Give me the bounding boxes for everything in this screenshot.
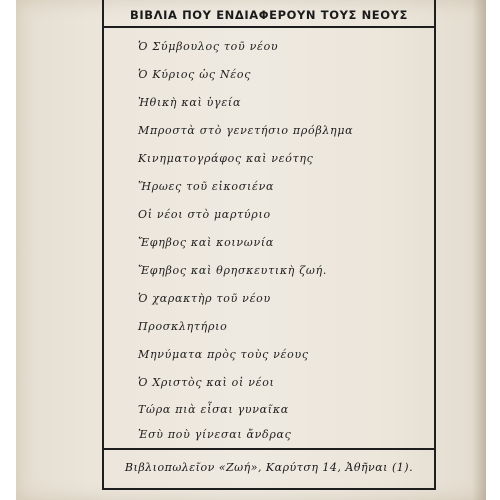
book-title: Οἱ νέοι στὸ μαρτύριο <box>138 208 271 221</box>
publisher-address: Βιβλιοπωλεῖον «Ζωή», Καρύτση 14, Ἀθῆναι (1). <box>124 461 414 474</box>
book-title: Ἥρωες τοῦ εἰκοσιένα <box>138 180 275 193</box>
book-title: Μπροστὰ στὸ γενετήσιο πρόβλημα <box>138 124 354 137</box>
book-title: Τώρα πιὰ εἶσαι γυναῖκα <box>138 403 289 416</box>
book-title: Μηνύματα πρὸς τοὺς νέους <box>138 348 309 361</box>
book-title: Ἐσὺ ποὺ γίνεσαι ἄνδρας <box>138 428 292 441</box>
frame-left-rule <box>102 0 104 448</box>
book-title: Ὁ Κύριος ὡς Νέος <box>138 68 252 81</box>
frame-right-rule <box>434 0 436 448</box>
book-title: Ὁ Χριστὸς καὶ οἱ νέοι <box>138 376 275 389</box>
book-title: Προσκλητήριο <box>138 320 228 333</box>
book-title: Ὁ Σύμβουλος τοῦ νέου <box>138 40 279 53</box>
book-title: Ὁ χαρακτὴρ τοῦ νέου <box>138 292 271 305</box>
book-title: Ἔφηβος καὶ θρησκευτικὴ ζωή. <box>138 264 328 277</box>
book-title: Κινηματογράφος καὶ νεότης <box>138 152 314 165</box>
page-edge-shadow <box>472 0 486 500</box>
page-heading: ΒΙΒΛΙΑ ΠΟΥ ΕΝΔΙΑΦΕΡΟΥΝ ΤΟΥΣ ΝΕΟΥΣ <box>129 8 409 22</box>
book-title: Ἠθικὴ καὶ ὑγεία <box>138 96 242 109</box>
book-title: Ἔφηβος καὶ κοινωνία <box>138 236 275 249</box>
heading-underline <box>102 26 436 28</box>
